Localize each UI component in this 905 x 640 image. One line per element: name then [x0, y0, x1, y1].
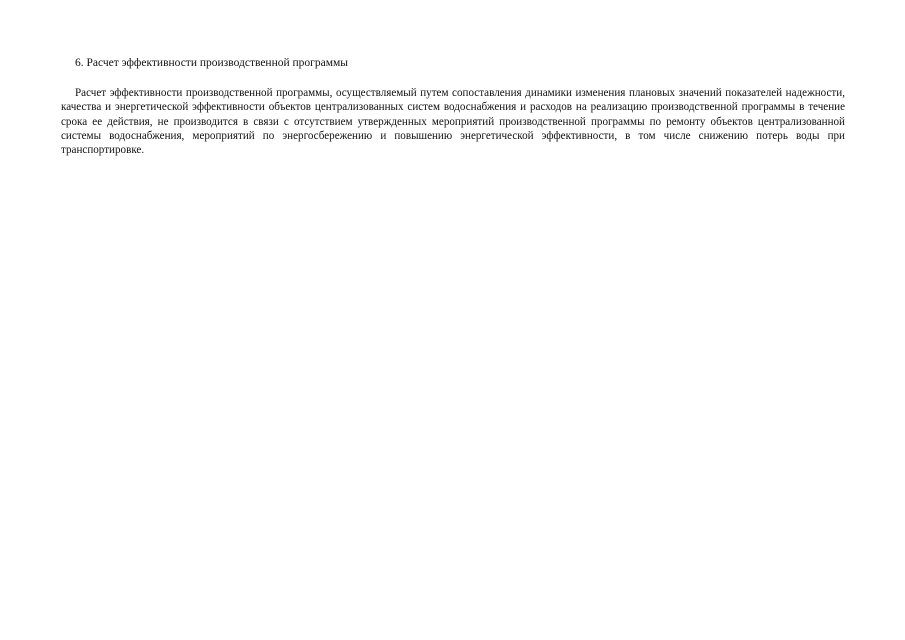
document-content: [61, 56, 845, 157]
section-heading: 6. Расчет эффективности производственной программы: [75, 57, 349, 69]
body-paragraph: Расчет эффективности производственной программы, осуществляемый путем сопоставления динамики изменения плановых значений показателей надежности, качества и энергетической эффективности объектов централизованных систем водоснабжения и расходов на реализацию производственной программы в течение срока ее действия, не производится в связи с отсутствием утвержденных мероприятий производственной программы по ремонту объектов централизованной системы водоснабжения, мероприятий по энергосбережению и повышению энергетической эффективности, в том числе снижению потерь воды при транспортировке.: [61, 87, 845, 157]
